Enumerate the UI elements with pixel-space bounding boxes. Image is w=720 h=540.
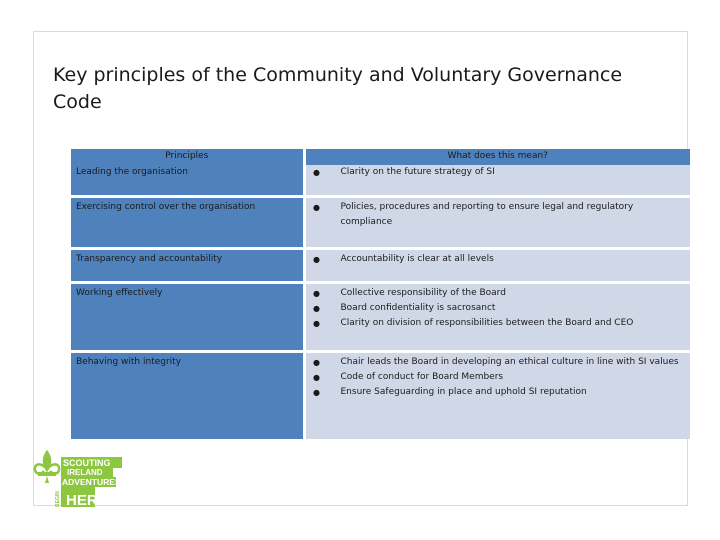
meaning-cell — [304, 248, 690, 282]
bullet-icon: ● — [313, 387, 320, 397]
bullet-icon: ● — [313, 303, 320, 313]
meaning-list — [312, 200, 681, 230]
table-row — [71, 196, 690, 248]
bullet-text: Clarity on the future strategy of SI — [340, 167, 495, 177]
meaning-cell — [304, 282, 690, 351]
principle-cell: Leading the organisation — [71, 165, 304, 196]
table-header-row — [71, 149, 690, 165]
list-item — [312, 252, 681, 267]
bullet-text: Chair leads the Board in developing an ethical culture in line with SI values — [340, 356, 679, 367]
principle-cell: Behaving with integrity — [71, 351, 304, 439]
bullet-icon: ● — [313, 372, 320, 382]
meaning-list — [312, 355, 681, 400]
list-item — [312, 370, 681, 385]
bullet-text: Board confidentiality is sacrosanct — [340, 302, 496, 313]
bullet-text: Code of conduct for Board Members — [340, 371, 504, 382]
slide-title: Key principles of the Community and Voluntary Governance Code — [53, 64, 623, 113]
bullet-text: Accountability is clear at all levels — [340, 253, 494, 264]
bullet-icon: ● — [313, 318, 320, 328]
bullet-icon: ● — [313, 202, 320, 212]
bullet-icon: ● — [313, 357, 320, 367]
bullet-icon: ● — [313, 254, 320, 264]
bullet-text: Ensure Safeguarding in place and uphold SI reputation — [340, 386, 587, 397]
table-row — [71, 282, 690, 351]
list-item — [312, 301, 681, 316]
bullet-icon: ● — [313, 288, 320, 298]
principles-table — [71, 149, 690, 439]
logo-side-text: BEGIN — [55, 491, 61, 507]
list-item — [312, 385, 681, 400]
bullet-text: Policies, procedures and reporting to ensure legal and regulatory compliance — [340, 201, 634, 227]
principle-cell: Transparency and accountability — [71, 248, 304, 282]
logo-text-line1: SCOUTING — [63, 458, 111, 468]
table-row — [71, 351, 690, 439]
list-item — [312, 165, 681, 180]
logo-text-line2: IRELAND — [67, 468, 103, 477]
list-item — [312, 286, 681, 301]
fleur-de-lis-icon — [35, 452, 59, 483]
meaning-list — [312, 252, 681, 267]
table-row — [71, 248, 690, 282]
meaning-cell — [304, 165, 690, 196]
principle-cell: Exercising control over the organisation — [71, 196, 304, 248]
list-item — [312, 316, 681, 331]
meaning-cell — [304, 196, 690, 248]
scouting-ireland-logo — [32, 450, 124, 510]
meaning-cell — [304, 351, 690, 439]
logo-text-line3: ADVENTURES — [62, 477, 121, 487]
logo-text-line4: HERE — [66, 492, 108, 509]
list-item — [312, 200, 681, 230]
column-header-meaning: What does this mean? — [304, 149, 690, 165]
bullet-text: Clarity on division of responsibilities between the Board and CEO — [340, 317, 634, 328]
list-item — [312, 355, 681, 370]
principle-cell: Working effectively — [71, 282, 304, 351]
table-row — [71, 165, 690, 196]
meaning-list — [312, 286, 681, 331]
bullet-text: Collective responsibility of the Board — [340, 287, 506, 298]
bullet-icon: ● — [313, 168, 320, 177]
meaning-list — [312, 165, 681, 180]
column-header-principles: Principles — [71, 149, 304, 165]
